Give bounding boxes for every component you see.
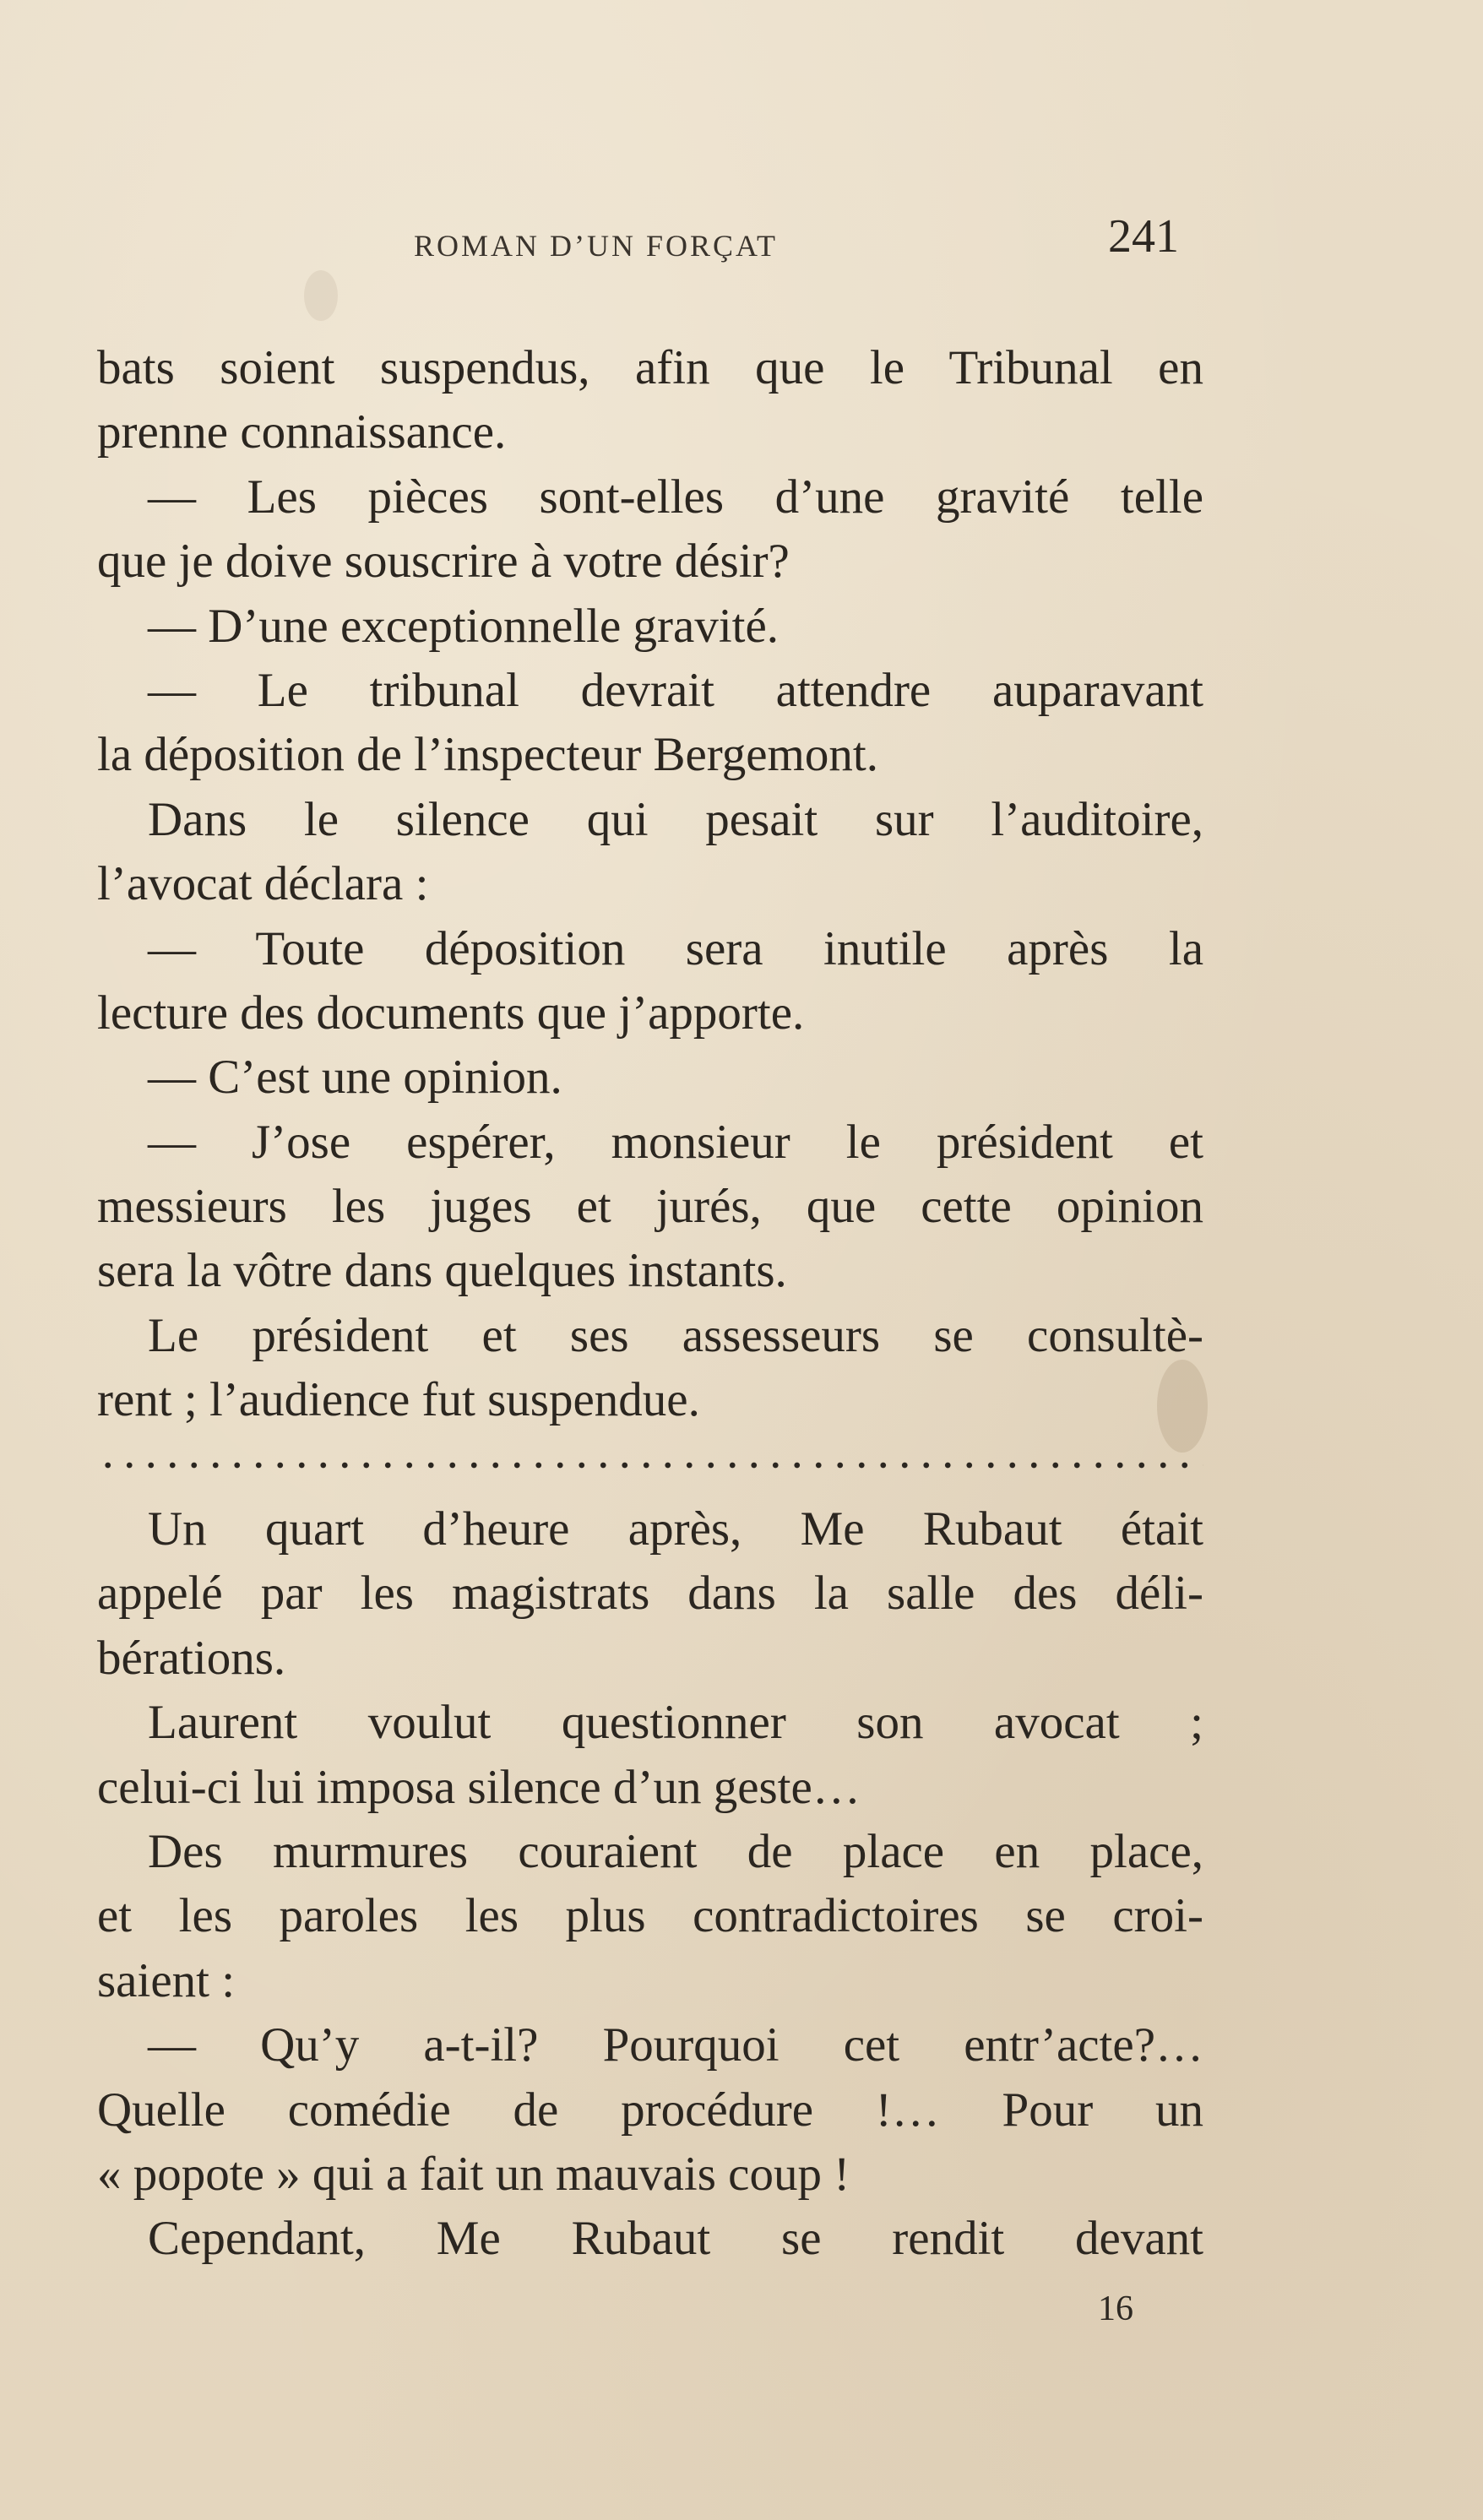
running-title: ROMAN D’UN FORÇAT <box>414 229 779 263</box>
text-line: Dans le silence qui pesait sur l’auditoire, <box>148 792 1203 846</box>
text-line: Des murmures couraient de place en place, <box>148 1824 1203 1878</box>
text-line: bats soient suspendus, afin que le Tribunal en <box>97 341 1203 394</box>
text-line: — Le tribunal devrait attendre auparavant <box>148 663 1203 717</box>
text-line: bérations. <box>97 1631 286 1685</box>
text-line: messieurs les juges et jurés, que cette opinion <box>97 1180 1203 1234</box>
text-line: — C’est une opinion. <box>148 1051 562 1105</box>
text-line: et les paroles les plus contradictoires se croi- <box>97 1889 1203 1943</box>
body-text <box>97 336 1203 2272</box>
text-line: celui-ci lui imposa silence d’un geste… <box>97 1760 861 1814</box>
text-line: « popote » qui a fait un mauvais coup ! <box>97 2147 850 2201</box>
text-line: prenne connaissance. <box>97 405 507 459</box>
text-line: Quelle comédie de procédure !… Pour un <box>97 2083 1203 2137</box>
text-line: l’avocat déclara : <box>97 857 429 911</box>
text-line: — Les pièces sont-elles d’une gravité telle <box>148 470 1203 524</box>
text-line: la déposition de l’inspecteur Bergemont. <box>97 728 878 782</box>
text-line: — Qu’y a-t-il? Pourquoi cet entr’acte?… <box>148 2018 1203 2072</box>
text-line: — D’une exceptionnelle gravité. <box>148 599 780 653</box>
signature-mark: 16 <box>1098 2289 1133 2328</box>
text-line: que je doive souscrire à votre désir? <box>97 535 790 589</box>
text-line: sera la vôtre dans quelques instants. <box>97 1244 787 1298</box>
text-line: Cependant, Me Rubaut se rendit devant <box>148 2212 1203 2266</box>
text-line: rent ; l’audience fut suspendue. <box>97 1373 700 1427</box>
text-line: saient : <box>97 1953 236 2007</box>
text-line: — J’ose espérer, monsieur le président et <box>148 1115 1203 1169</box>
text-line: Laurent voulut questionner son avocat ; <box>148 1696 1203 1750</box>
page-number: 241 <box>1108 210 1179 263</box>
page-header <box>0 0 1483 338</box>
text-line: — Toute déposition sera inutile après la <box>148 921 1203 975</box>
section-separator <box>97 1433 1203 1497</box>
text-line: Le président et ses assesseurs se consultè- <box>148 1308 1203 1362</box>
text-line: lecture des documents que j’apporte. <box>97 986 805 1040</box>
text-line: appelé par les magistrats dans la salle des déli- <box>97 1567 1203 1621</box>
text-line: Un quart d’heure après, Me Rubaut était <box>148 1502 1203 1556</box>
